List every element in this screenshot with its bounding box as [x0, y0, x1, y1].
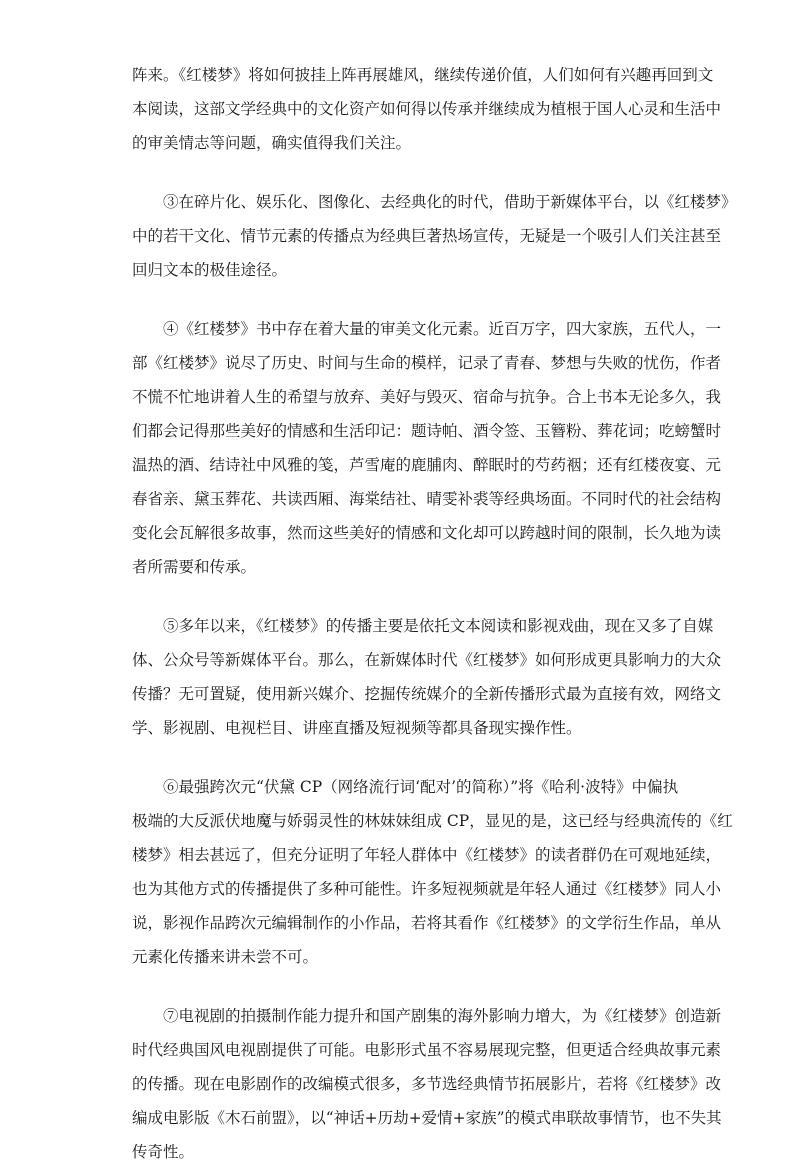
- text-line: 时代经典国风电视剧提供了可能。电影形式虽不容易展现完整，但更适合经典故事元素: [132, 1041, 722, 1059]
- text-line: 楼梦》相去甚远了，但充分证明了年轻人群体中《红楼梦》的读者群仍在可观地延续，: [132, 846, 722, 864]
- text-line: 的传播。现在电影剧作的改编模式很多，多节选经典情节拓展影片，若将《红楼梦》改: [132, 1075, 722, 1093]
- text-line: ③在碎片化、娱乐化、图像化、去经典化的时代，借助于新媒体平台，以《红楼梦》: [132, 193, 737, 211]
- text-line: 回归文本的极佳途径。: [132, 261, 288, 279]
- paragraph-5: [132, 609, 722, 745]
- text-line: 们都会记得那些美好的情感和生活印记：题诗帕、酒令签、玉簪粉、葬花词；吃螃蟹时: [132, 422, 722, 440]
- text-line: 传播？无可置疑，使用新兴媒介、挖掘传统媒介的全新传播形式最为直接有效，网络文: [132, 685, 722, 703]
- text-line: 传奇性。: [132, 1143, 195, 1161]
- paragraph-4: [132, 312, 722, 584]
- text-line: ④《红楼梦》书中存在着大量的审美文化元素。近百万字，四大家族，五代人，一: [132, 320, 722, 338]
- text-line: 温热的酒、结诗社中风雅的笺，芦雪庵的鹿脯肉、醉眠时的芍药裀；还有红楼夜宴、元: [132, 456, 722, 474]
- paragraph-6: [132, 770, 733, 974]
- text-line: 春省亲、黛玉葬花、共读西厢、海棠结社、晴雯补裘等经典场面。不同时代的社会结构: [132, 490, 722, 508]
- text-line: 本阅读，这部文学经典中的文化资产如何得以传承并继续成为植根于国人心灵和生活中: [132, 100, 722, 118]
- text-line: 说，影视作品跨次元编辑制作的小作品，若将其看作《红楼梦》的文学衍生作品，单从: [132, 914, 722, 932]
- text-line: 编成电影版《木石前盟》，以“神话+历劫+爱情+家族”的模式串联故事情节，也不失其: [132, 1109, 722, 1127]
- text-line: 阵来。《红楼梦》将如何披挂上阵再展雄风，继续传递价值，人们如何有兴趣再回到文: [132, 66, 714, 84]
- text-line: ⑥最强跨次元“伏黛 CP（网络流行词‘配对’的简称）”将《哈利·波特》中偏执: [132, 778, 679, 796]
- text-line: 元素化传播来讲未尝不可。: [132, 948, 319, 966]
- paragraph-7: [132, 999, 722, 1169]
- text-line: 极端的大反派伏地魔与娇弱灵性的林妹妹组成 CP，显见的是，这已经与经典流传的《红: [132, 812, 733, 830]
- text-line: 变化会瓦解很多故事，然而这些美好的情感和文化却可以跨越时间的限制，长久地为读: [132, 524, 722, 542]
- text-line: 的审美情志等问题，确实值得我们关注。: [132, 134, 412, 152]
- text-line: 学、影视剧、电视栏目、讲座直播及短视频等都具备现实操作性。: [132, 719, 582, 737]
- text-line: ⑤多年以来，《红楼梦》的传播主要是依托文本阅读和影视戏曲，现在又多了自媒: [132, 617, 714, 635]
- text-line: 者所需要和传承。: [132, 558, 257, 576]
- text-line: 中的若干文化、情节元素的传播点为经典巨著热场宣传，无疑是一个吸引人们关注甚至: [132, 227, 722, 245]
- article-body: [132, 58, 737, 1169]
- text-line: 体、公众号等新媒体平台。那么，在新媒体时代《红楼梦》如何形成更具影响力的大众: [132, 651, 722, 669]
- paragraph-3: [132, 185, 737, 287]
- text-line: ⑦电视剧的拍摄制作能力提升和国产剧集的海外影响力增大，为《红楼梦》创造新: [132, 1007, 722, 1025]
- text-line: 部《红楼梦》说尽了历史、时间与生命的模样，记录了青春、梦想与失败的忧伤，作者: [132, 354, 722, 372]
- text-line: 不慌不忙地讲着人生的希望与放弃、美好与毁灭、宿命与抗争。合上书本无论多久，我: [132, 388, 722, 406]
- text-line: 也为其他方式的传播提供了多种可能性。许多短视频就是年轻人通过《红楼梦》同人小: [132, 880, 722, 898]
- paragraph-continuation: [132, 58, 722, 160]
